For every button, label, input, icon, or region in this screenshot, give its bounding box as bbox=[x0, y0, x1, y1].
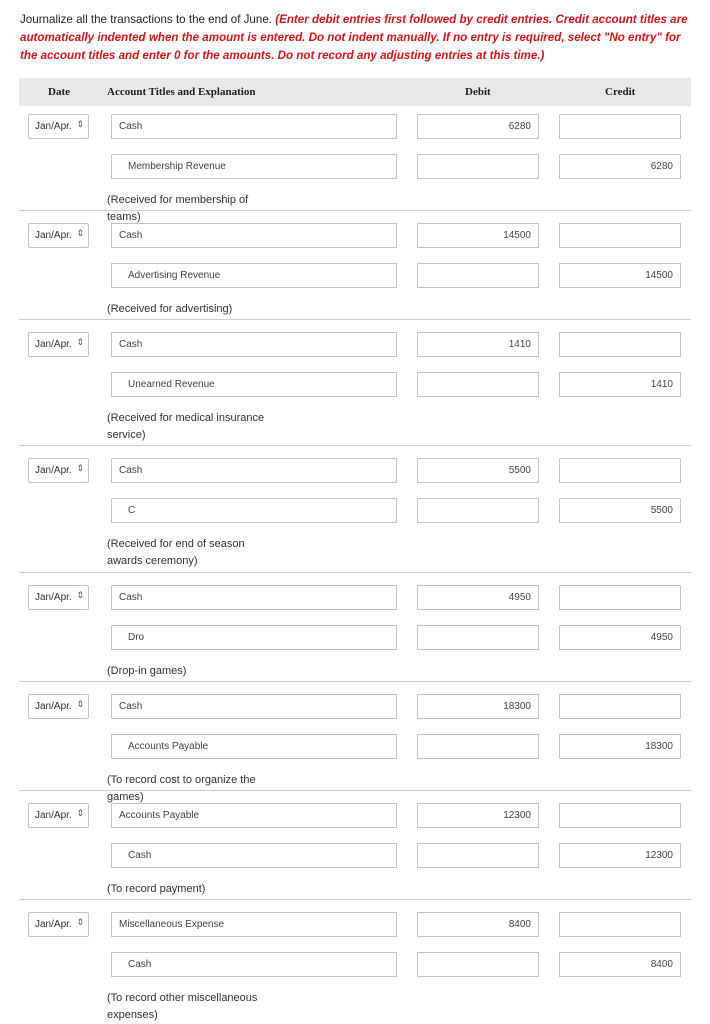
chevron-up-down-icon: ⇕ bbox=[76, 119, 84, 129]
account-title-field[interactable]: Cash bbox=[111, 585, 397, 610]
debit-amount-field[interactable] bbox=[417, 625, 539, 650]
instructions-lead: Journalize all the transactions to the end of June. bbox=[20, 13, 272, 26]
date-value: Jan/Apr. bbox=[35, 465, 72, 476]
credit-amount-field[interactable] bbox=[559, 694, 681, 719]
credit-amount-field[interactable] bbox=[559, 458, 681, 483]
chevron-up-down-icon: ⇕ bbox=[76, 337, 84, 347]
chevron-up-down-icon: ⇕ bbox=[76, 590, 84, 600]
instructions-emphasis: (Enter debit entries first followed by credit entries. Credit account titles are automatically indented when the amount is entered. Do not indent manually. If no entry is required, select "No entry" for the account titles and enter 0 for the amounts. Do not record any adjusting entries at this time.) bbox=[20, 13, 688, 62]
chevron-up-down-icon: ⇕ bbox=[76, 699, 84, 709]
credit-amount-field[interactable] bbox=[559, 114, 681, 139]
debit-amount-field[interactable] bbox=[417, 952, 539, 977]
date-value: Jan/Apr. bbox=[35, 701, 72, 712]
debit-amount-field[interactable]: 18300 bbox=[417, 694, 539, 719]
account-title-field[interactable]: Accounts Payable bbox=[111, 803, 397, 828]
credit-amount-field[interactable]: 12300 bbox=[559, 843, 681, 868]
entry-separator bbox=[19, 319, 691, 320]
date-select[interactable] bbox=[28, 332, 89, 357]
debit-amount-field[interactable] bbox=[417, 498, 539, 523]
date-value: Jan/Apr. bbox=[35, 592, 72, 603]
account-title-field[interactable]: Cash bbox=[111, 843, 397, 868]
date-select[interactable] bbox=[28, 694, 89, 719]
entry-separator bbox=[19, 790, 691, 791]
date-select[interactable] bbox=[28, 803, 89, 828]
debit-amount-field[interactable]: 8400 bbox=[417, 912, 539, 937]
account-title-field[interactable]: Miscellaneous Expense bbox=[111, 912, 397, 937]
entry-separator bbox=[19, 210, 691, 211]
chevron-up-down-icon: ⇕ bbox=[76, 463, 84, 473]
chevron-up-down-icon: ⇕ bbox=[76, 917, 84, 927]
entry-explanation: (Received for advertising) bbox=[107, 303, 233, 315]
account-title-field[interactable]: Cash bbox=[111, 694, 397, 719]
account-title-field[interactable]: Unearned Revenue bbox=[111, 372, 397, 397]
account-title-field[interactable]: Cash bbox=[111, 223, 397, 248]
entry-explanation: (Received for end of season awards ceremony) bbox=[107, 538, 245, 567]
account-title-field[interactable]: Cash bbox=[111, 458, 397, 483]
date-value: Jan/Apr. bbox=[35, 919, 72, 930]
credit-amount-field[interactable]: 14500 bbox=[559, 263, 681, 288]
credit-amount-field[interactable]: 4950 bbox=[559, 625, 681, 650]
debit-amount-field[interactable] bbox=[417, 154, 539, 179]
account-title-field[interactable]: Accounts Payable bbox=[111, 734, 397, 759]
debit-amount-field[interactable] bbox=[417, 843, 539, 868]
credit-amount-field[interactable]: 1410 bbox=[559, 372, 681, 397]
debit-amount-field[interactable]: 5500 bbox=[417, 458, 539, 483]
entry-separator bbox=[19, 899, 691, 900]
entry-separator bbox=[19, 681, 691, 682]
debit-amount-field[interactable]: 12300 bbox=[417, 803, 539, 828]
entry-explanation: (Received for membership of teams) bbox=[107, 194, 249, 223]
credit-amount-field[interactable]: 8400 bbox=[559, 952, 681, 977]
credit-amount-field[interactable] bbox=[559, 332, 681, 357]
entry-explanation: (To record payment) bbox=[107, 883, 206, 895]
date-select[interactable] bbox=[28, 912, 89, 937]
entry-explanation: (To record other miscellaneous expenses) bbox=[107, 992, 258, 1021]
debit-amount-field[interactable] bbox=[417, 734, 539, 759]
chevron-up-down-icon: ⇕ bbox=[76, 808, 84, 818]
account-title-field[interactable]: Dro bbox=[111, 625, 397, 650]
header-debit: Debit bbox=[465, 86, 491, 98]
date-select[interactable] bbox=[28, 223, 89, 248]
debit-amount-field[interactable]: 14500 bbox=[417, 223, 539, 248]
entry-separator bbox=[19, 572, 691, 573]
instructions bbox=[20, 11, 696, 65]
credit-amount-field[interactable] bbox=[559, 803, 681, 828]
debit-amount-field[interactable]: 4950 bbox=[417, 585, 539, 610]
date-value: Jan/Apr. bbox=[35, 339, 72, 350]
header-date: Date bbox=[48, 86, 70, 98]
account-title-field[interactable]: Advertising Revenue bbox=[111, 263, 397, 288]
credit-amount-field[interactable] bbox=[559, 223, 681, 248]
debit-amount-field[interactable] bbox=[417, 263, 539, 288]
credit-amount-field[interactable] bbox=[559, 585, 681, 610]
header-account: Account Titles and Explanation bbox=[107, 86, 256, 98]
account-title-field[interactable]: C bbox=[111, 498, 397, 523]
credit-amount-field[interactable] bbox=[559, 912, 681, 937]
header-credit: Credit bbox=[605, 86, 636, 98]
date-select[interactable] bbox=[28, 458, 89, 483]
account-title-field[interactable]: Cash bbox=[111, 332, 397, 357]
credit-amount-field[interactable]: 18300 bbox=[559, 734, 681, 759]
entry-separator bbox=[19, 445, 691, 446]
account-title-field[interactable]: Cash bbox=[111, 952, 397, 977]
date-value: Jan/Apr. bbox=[35, 810, 72, 821]
account-title-field[interactable]: Membership Revenue bbox=[111, 154, 397, 179]
date-select[interactable] bbox=[28, 114, 89, 139]
date-value: Jan/Apr. bbox=[35, 121, 72, 132]
debit-amount-field[interactable]: 6280 bbox=[417, 114, 539, 139]
date-value: Jan/Apr. bbox=[35, 230, 72, 241]
entry-explanation: (To record cost to organize the games) bbox=[107, 774, 256, 803]
credit-amount-field[interactable]: 6280 bbox=[559, 154, 681, 179]
chevron-up-down-icon: ⇕ bbox=[76, 228, 84, 238]
credit-amount-field[interactable]: 5500 bbox=[559, 498, 681, 523]
entry-explanation: (Drop-in games) bbox=[107, 665, 187, 677]
account-title-field[interactable]: Cash bbox=[111, 114, 397, 139]
entry-explanation: (Received for medical insurance service) bbox=[107, 412, 265, 441]
table-header bbox=[19, 78, 691, 106]
date-select[interactable] bbox=[28, 585, 89, 610]
debit-amount-field[interactable] bbox=[417, 372, 539, 397]
debit-amount-field[interactable]: 1410 bbox=[417, 332, 539, 357]
